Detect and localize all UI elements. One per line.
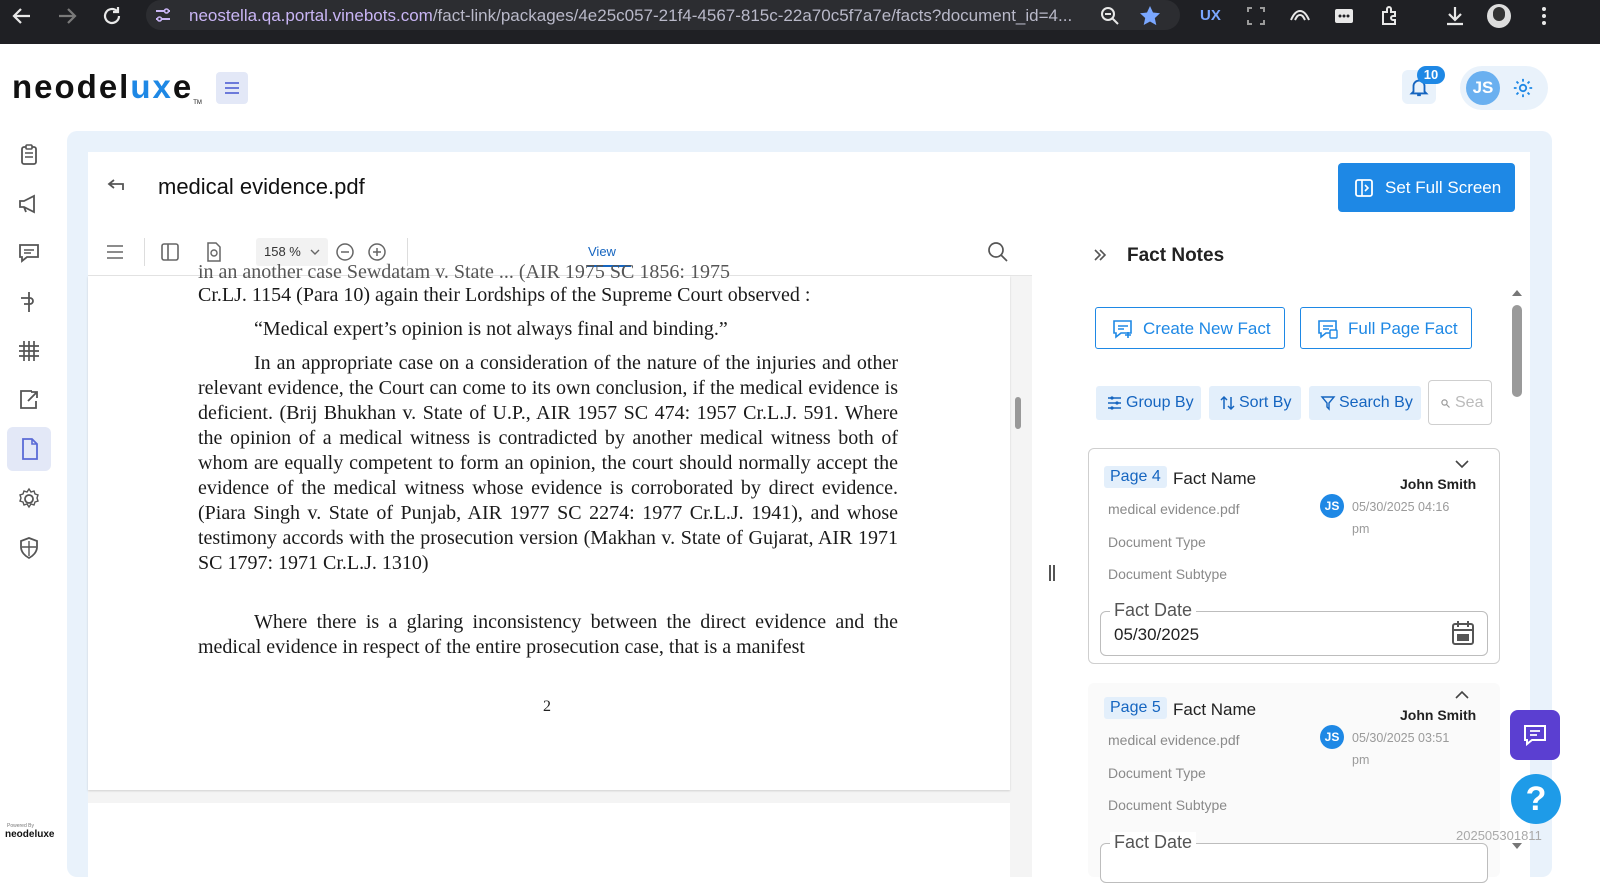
site-settings-icon[interactable] [154, 6, 172, 24]
owner-avatar: JS [1320, 494, 1344, 518]
workflow-icon[interactable] [16, 289, 42, 315]
user-avatar[interactable]: JS [1466, 71, 1500, 105]
bookmark-star-icon[interactable] [1138, 4, 1162, 28]
group-by-label: Group By [1126, 394, 1194, 411]
fact-date-label: Fact Date [1110, 600, 1196, 621]
fact-page-badge[interactable]: Page 4 [1104, 466, 1167, 488]
page-paragraph: Where there is a glaring inconsistency between the direct evidence and the medical evidence in respect of the entire prosecution case, that is a manifest [198, 611, 898, 658]
notification-badge: 10 [1417, 66, 1445, 84]
page-paragraph: In an appropriate case on a consideration of the nature of the injuries and other relevant evidence, the Court can come to its own conclusion, if the medical evidence is deficient. (Brij Bhukhan v. State of U.P., AIR 1957 SC 474: 1957 Cr.L.J. 591. Where the opinion of a medical witness is contradicted by another medical witness both of whom are equally competent to form an opinion, the court should normally accept the evidence of the medical witness whose evidence is corroborated by direct evidence. (Piara Singh v. State of Punjab, AIR 1977 SC 2274: 1977 Cr.L.J. 1941), and whose testimony accords with the prosecution version (Makhan v. State of Gujarat, AIR 1971 SC 1797: 1971 Cr.L.J. 1310) [198, 352, 898, 574]
shield-icon[interactable] [16, 535, 42, 561]
panel-resize-handle[interactable] [1048, 565, 1057, 581]
user-menu[interactable] [1460, 66, 1548, 110]
page-cut-line: in an another case Sewdatam v. State ... (AIR 1975 SC 1856: 1975 [198, 261, 730, 283]
file-search-icon[interactable] [205, 242, 223, 262]
collapse-panel-icon[interactable] [1092, 247, 1108, 263]
owner-avatar: JS [1320, 725, 1344, 749]
reload-icon[interactable] [100, 4, 124, 28]
note-add-icon [1112, 318, 1134, 340]
pdf-page [88, 261, 1010, 790]
fact-created-date: 05/30/2025 03:51 pm [1352, 731, 1450, 767]
more-extensions-icon[interactable] [1332, 4, 1356, 28]
menu-icon [224, 81, 240, 95]
fact-name: Fact Name [1173, 469, 1257, 488]
scroll-down-arrow-icon[interactable] [1511, 842, 1523, 851]
note-page-icon [1317, 318, 1339, 340]
gear-icon[interactable] [1512, 77, 1534, 99]
pdf-scrollbar-thumb[interactable] [1015, 397, 1021, 429]
pdf-next-page [88, 803, 1010, 877]
url-text[interactable]: neostella.qa.portal.vinebots.com/fact-link/packages/4e25c057-21f4-4567-815c-22a70c5f7a7e/facts?document_id=4... [189, 6, 1073, 25]
fact-search-input[interactable] [1428, 380, 1492, 425]
puzzle-extensions-icon[interactable] [1378, 4, 1402, 28]
fact-created-date: 05/30/2025 04:16 pm [1352, 500, 1450, 536]
fact-document-subtype: Document Subtype [1108, 797, 1228, 813]
chevron-down-icon[interactable] [1455, 459, 1469, 469]
download-icon[interactable] [1443, 4, 1467, 28]
search-small-icon [1441, 399, 1450, 408]
hamburger-menu-button[interactable] [216, 72, 248, 104]
full-page-fact-label: Full Page Fact [1348, 319, 1458, 338]
screenshot-extension-icon[interactable] [1244, 4, 1268, 28]
scroll-up-arrow-icon[interactable] [1511, 288, 1523, 297]
tab-view[interactable]: View [588, 244, 616, 259]
zoom-in-icon[interactable] [367, 242, 387, 262]
fact-owner: John Smith [1400, 476, 1477, 492]
page-number: 2 [543, 698, 551, 715]
fact-notes-title: Fact Notes [1127, 245, 1225, 266]
megaphone-icon[interactable] [16, 191, 42, 217]
fact-document-subtype: Document Subtype [1108, 566, 1228, 582]
fact-file-name: medical evidence.pdf [1108, 732, 1240, 748]
group-by-button[interactable] [1096, 386, 1201, 420]
help-button[interactable]: ? [1511, 774, 1561, 824]
sort-by-button[interactable] [1209, 386, 1301, 420]
fact-document-type: Document Type [1108, 534, 1206, 550]
page-paragraph: Cr.LJ. 1154 (Para 10) again their Lordships of the Supreme Court observed : [198, 284, 811, 306]
zoom-icon[interactable] [1098, 4, 1122, 28]
sort-by-label: Sort By [1239, 394, 1292, 411]
search-by-button[interactable] [1309, 386, 1421, 420]
document-icon [16, 436, 42, 462]
chat-support-button[interactable] [1510, 710, 1560, 760]
chat-bubble-icon [1522, 722, 1548, 748]
filter-icon [1321, 396, 1335, 410]
chevron-up-icon[interactable] [1455, 690, 1469, 700]
clipboard-icon[interactable] [16, 142, 42, 168]
fact-date-value: 05/30/2025 [1114, 625, 1200, 644]
app-logo: neodeluxe™ [12, 68, 202, 106]
hamburger-icon[interactable] [106, 244, 124, 260]
search-placeholder: Sea [1455, 394, 1484, 411]
sidebar-item-documents[interactable] [7, 427, 51, 471]
build-stamp: 202505301811 [1456, 828, 1542, 843]
return-arrow-icon[interactable] [105, 176, 127, 196]
browser-profile-avatar[interactable] [1487, 4, 1511, 28]
fact-date-label: Fact Date [1110, 832, 1196, 853]
sidebar-toggle-icon[interactable] [160, 242, 180, 262]
back-arrow-icon[interactable] [10, 4, 34, 28]
fact-owner: John Smith [1400, 707, 1477, 723]
grid-icon[interactable] [16, 338, 42, 364]
create-new-fact-button[interactable] [1095, 307, 1285, 349]
zoom-out-icon[interactable] [335, 242, 355, 262]
chat-icon[interactable] [16, 240, 42, 266]
powered-by-label: Powered By [7, 823, 34, 829]
export-icon[interactable] [16, 387, 42, 413]
browser-menu-icon[interactable] [1532, 4, 1556, 28]
zoom-value: 158 % [264, 244, 301, 259]
document-title: medical evidence.pdf [158, 174, 365, 199]
sort-icon [1220, 395, 1235, 411]
extension-icon[interactable] [1288, 4, 1312, 28]
page-paragraph: “Medical expert’s opinion is not always final and binding.” [254, 318, 728, 340]
create-new-fact-label: Create New Fact [1143, 319, 1271, 338]
settings-cog-icon[interactable] [16, 486, 42, 512]
full-page-fact-button[interactable] [1300, 307, 1472, 349]
search-icon[interactable] [987, 241, 1009, 263]
search-by-label: Search By [1339, 394, 1413, 411]
set-full-screen-label: Set Full Screen [1385, 178, 1502, 197]
forward-arrow-icon[interactable] [55, 4, 79, 28]
set-full-screen-button[interactable] [1338, 163, 1515, 212]
fact-document-type: Document Type [1108, 765, 1206, 781]
panel-scrollbar-thumb[interactable] [1512, 305, 1522, 397]
powered-by-brand: neodeluxe [5, 829, 55, 840]
fact-page-badge[interactable]: Page 5 [1104, 697, 1167, 719]
fact-name: Fact Name [1173, 700, 1257, 719]
ux-extension-icon[interactable]: UX [1200, 7, 1221, 24]
chevron-down-icon [310, 248, 320, 256]
group-icon [1107, 396, 1122, 410]
calendar-icon[interactable] [1451, 620, 1475, 646]
fact-file-name: medical evidence.pdf [1108, 501, 1240, 517]
browser-toolbar [0, 0, 1600, 44]
fullscreen-icon [1354, 178, 1374, 198]
